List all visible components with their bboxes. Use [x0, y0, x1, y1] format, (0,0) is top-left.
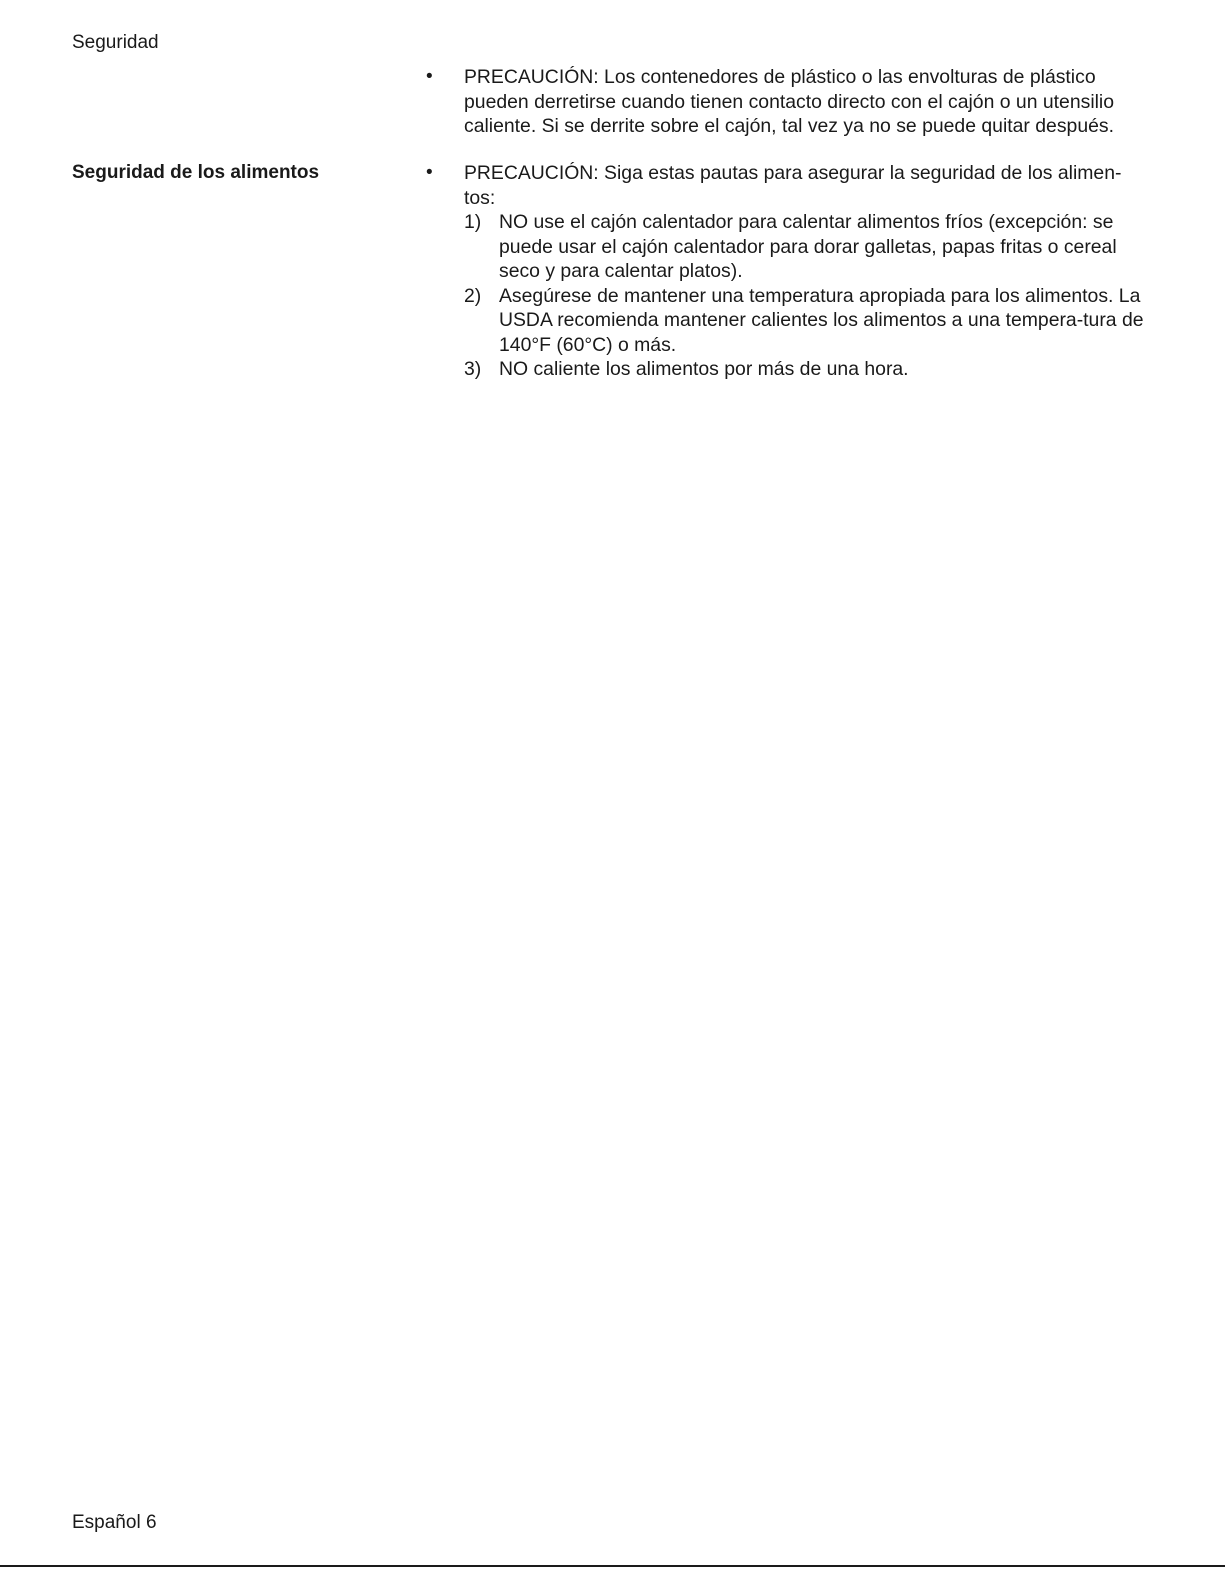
list-item-number: 2)	[464, 284, 482, 307]
page-footer: Español 6	[72, 1512, 157, 1533]
list-item	[464, 284, 1144, 358]
bottom-rule	[0, 1565, 1225, 1567]
list-item	[464, 210, 1144, 284]
food-safety-content	[464, 161, 1144, 382]
list-item-number: 1)	[464, 211, 482, 233]
food-safety-intro: PRECAUCIÓN: Siga estas pautas para asegurar la seguridad de los alimen-tos:	[464, 162, 1122, 209]
list-item	[464, 357, 1144, 382]
bullet-mark: •	[426, 162, 433, 183]
caution-plastic-text: PRECAUCIÓN: Los contenedores de plástico o las envolturas de plástico pueden derretirse cuando tienen contacto directo con el cajón o un utensilio caliente. Si se derrite sobre el cajón, tal vez ya no se puede quitar después.	[464, 66, 1115, 137]
food-safety-list	[464, 210, 1144, 382]
bullet-mark: •	[426, 66, 433, 87]
list-item-number: 3)	[464, 358, 482, 380]
list-item-text: NO caliente los alimentos por más de una hora.	[499, 358, 909, 380]
list-item-text: NO use el cajón calentador para calentar alimentos fríos (excepción: se puede usar el cajón calentador para dorar galletas, papas fritas o cereal seco y para calentar platos).	[499, 211, 1117, 282]
section-header: Seguridad	[72, 32, 159, 53]
food-safety-heading: Seguridad de los alimentos	[72, 162, 320, 183]
list-item-text: Asegúrese de mantener una temperatura apropiada para los alimentos. La USDA recomienda mantener calientes los alimentos a una tempera-tura de 140°F (60°C) o más.	[499, 284, 1144, 356]
